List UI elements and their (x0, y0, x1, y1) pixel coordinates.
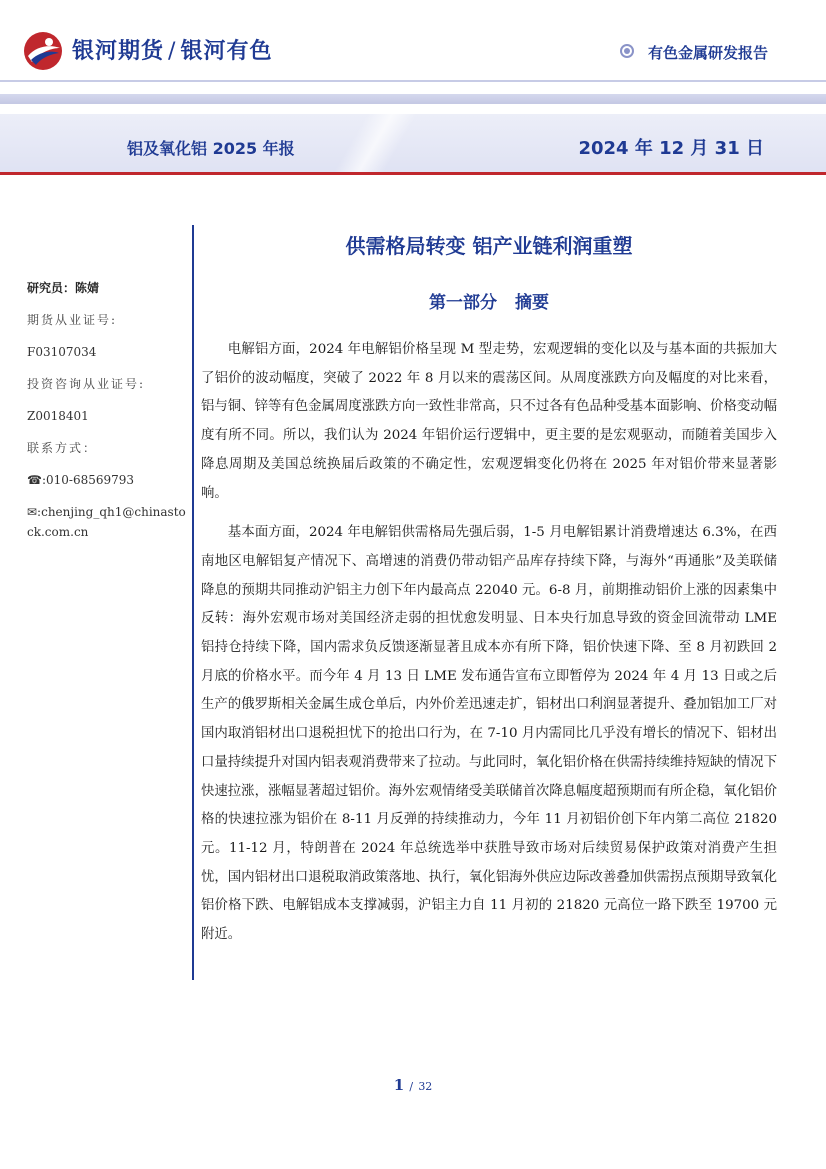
brand-name (72, 34, 272, 65)
report-header (0, 0, 826, 180)
section-name: 摘要 (514, 293, 549, 313)
report-type-marker-icon (620, 44, 634, 58)
current-page: 1 (393, 1076, 405, 1094)
advisory-cert-label: 投资咨询从业证号: (27, 377, 146, 391)
contact-label: 联系方式： (27, 441, 98, 455)
galaxy-futures-logo-icon (22, 30, 64, 72)
header-divider (0, 80, 826, 82)
report-body (201, 228, 777, 950)
phone-number: ☎:010-68569793 (27, 473, 135, 487)
page-separator: / (409, 1080, 414, 1093)
email-address[interactable]: ✉:chenjing_qh1@chinastock.com.cn (27, 505, 186, 539)
section-part: 第一部分 (429, 293, 498, 313)
author-sidebar (27, 278, 187, 542)
page-number (0, 1076, 826, 1094)
futures-cert-number: F03107034 (27, 345, 97, 359)
report-type: 有色金属研发报告 (647, 44, 768, 62)
researcher-name: 研究员：陈婧 (27, 281, 100, 295)
sidebar-divider (192, 225, 194, 980)
futures-cert-label: 期货从业证号: (27, 313, 118, 327)
brand-divider: / (168, 39, 177, 64)
header-band-thin (0, 94, 826, 104)
summary-paragraph: 电解铝方面，2024 年电解铝价格呈现 M 型走势，宏观逻辑的变化以及与基本面的共振加大了铝价的波动幅度，突破了 2022 年 8 月以来的震荡区间。从周度涨跌方向及幅度的对比来看，铝与铜、锌等有色金属周度涨跌方向一致性非常高，只不过各有色品种受基本面影响、价格变动幅度有所不同。所以，我们认为 2024 年铝价运行逻辑中，更主要的是宏观驱动，而随着美国步入降息周期及美国总统换届后政策的不确定性，宏观逻辑变化仍将在 2025 年对铝价带来显著影响。 (201, 342, 777, 501)
header-red-rule (0, 172, 826, 175)
brand-secondary: 银河有色 (180, 39, 273, 64)
total-pages: 32 (418, 1080, 433, 1093)
report-title: 铝及氧化铝 2025 年报 (127, 139, 295, 158)
section-heading (201, 288, 777, 318)
summary-paragraph: 基本面方面，2024 年电解铝供需格局先强后弱，1-5 月电解铝累计消费增速达 6.3%，在西南地区电解铝复产情况下、高增速的消费仍带动铝产品库存持续下降，与海外“再通胀”及美联储降息的预期共同推动沪铝主力创下年内最高点 22040 元。6-8 月，前期推动铝价上涨的因素集中反转：海外宏观市场对美国经济走弱的担忧愈发明显、日本央行加息导致的资金回流带动 LME 铝持仓持续下降，国内需求负反馈逐渐显著且成本亦有所下降，铝价快速下降、至 8 月初跌回 2 月底的价格水平。而今年 4 月 13 日 LME 发布通告宣布立即暂停为 2024 年 4 月 13 日或之后生产的俄罗斯相关金属生成仓单后，内外价差迅速走扩，铝材出口利润显著提升、叠加铝加工厂对国内取消铝材出口退税担忧下的抢出口行为，在 7-10 月内需同比几乎没有增长的情况下、铝材出口量持续提升对国内铝表观消费带来了拉动。与此同时，氧化铝价格在供需持续维持短缺的情况下快速拉涨，涨幅显著超过铝价。海外宏观情绪受美联储首次降息幅度超预期而有所企稳，氧化铝价格的快速拉涨为铝价在 8-11 月反弹的持续推动力，今年 11 月初铝价创下年内第二高位 21820 元。11-12 月，特朗普在 2024 年总统选举中获胜导致市场对后续贸易保护政策对消费产生担忧，国内铝材出口退税取消政策落地、执行，氧化铝海外供应边际改善叠加供需拐点预期导致氧化铝价格下跌、电解铝成本支撑减弱，沪铝主力自 11 月初的 21820 元高位一路下跌至 19700 元附近。 (201, 525, 777, 943)
report-date: 2024 年 12 月 31 日 (578, 138, 764, 159)
advisory-cert-number: Z0018401 (27, 409, 89, 423)
main-title: 供需格局转变 铝产业链利润重塑 (345, 234, 633, 258)
band-sheen (330, 114, 420, 174)
brand-primary: 银河期货 (72, 39, 165, 64)
